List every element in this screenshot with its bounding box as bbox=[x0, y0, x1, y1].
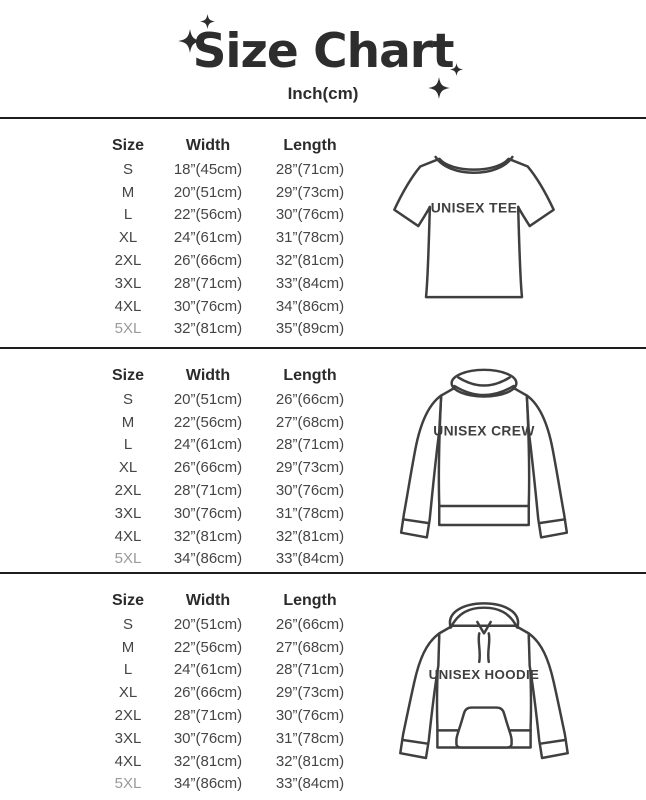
size-cell: L bbox=[123, 436, 133, 454]
size-row bbox=[98, 773, 362, 796]
hoodie-label: UNISEX HOODIE bbox=[428, 667, 540, 683]
size-cell: L bbox=[123, 206, 133, 224]
table-header-row bbox=[98, 133, 362, 158]
length-column-header: Length bbox=[283, 591, 337, 609]
size-cell: XL bbox=[118, 684, 138, 702]
length-cell: 29”(73cm) bbox=[275, 459, 345, 477]
size-row bbox=[98, 704, 362, 727]
length-cell: 27”(68cm) bbox=[275, 638, 345, 656]
size-row bbox=[98, 525, 362, 548]
width-cell: 30”(76cm) bbox=[173, 504, 243, 522]
width-cell: 32”(81cm) bbox=[173, 752, 243, 770]
size-row bbox=[98, 727, 362, 750]
width-cell: 30”(76cm) bbox=[173, 297, 243, 315]
length-cell: 35”(89cm) bbox=[275, 320, 345, 338]
page-header bbox=[0, 0, 646, 117]
size-row bbox=[98, 226, 362, 249]
size-row bbox=[98, 750, 362, 773]
length-cell: 26”(66cm) bbox=[275, 615, 345, 633]
width-cell: 30”(76cm) bbox=[173, 729, 243, 747]
size-cell: S bbox=[122, 160, 133, 178]
size-cell: XL bbox=[118, 459, 138, 477]
width-cell: 20”(51cm) bbox=[173, 390, 243, 408]
size-cell: L bbox=[123, 661, 133, 679]
size-column-header: Size bbox=[111, 366, 144, 384]
width-cell: 22”(56cm) bbox=[173, 413, 243, 431]
section-unisex-tee bbox=[0, 119, 646, 347]
size-row bbox=[98, 456, 362, 479]
length-cell: 31”(78cm) bbox=[275, 729, 345, 747]
size-row bbox=[98, 272, 362, 295]
tee-label: UNISEX TEE bbox=[430, 199, 518, 216]
size-row bbox=[98, 659, 362, 682]
size-column-header: Size bbox=[111, 136, 144, 154]
size-row bbox=[98, 295, 362, 318]
size-row bbox=[98, 479, 362, 502]
size-cell: 2XL bbox=[114, 482, 142, 500]
size-row bbox=[98, 411, 362, 434]
length-cell: 30”(76cm) bbox=[275, 707, 345, 725]
width-cell: 32”(81cm) bbox=[173, 527, 243, 545]
length-cell: 28”(71cm) bbox=[275, 436, 345, 454]
section-unisex-hoodie bbox=[0, 574, 646, 800]
size-cell: 2XL bbox=[114, 707, 142, 725]
length-cell: 34”(86cm) bbox=[275, 297, 345, 315]
size-table-tee bbox=[98, 133, 362, 340]
size-cell: 3XL bbox=[114, 274, 142, 292]
size-cell: 4XL bbox=[114, 297, 142, 315]
size-cell: 5XL bbox=[114, 775, 142, 793]
width-cell: 24”(61cm) bbox=[173, 436, 243, 454]
length-column-header: Length bbox=[283, 136, 337, 154]
size-row bbox=[98, 181, 362, 204]
width-cell: 28”(71cm) bbox=[173, 274, 243, 292]
length-cell: 26”(66cm) bbox=[275, 390, 345, 408]
width-cell: 26”(66cm) bbox=[173, 459, 243, 477]
size-cell: 4XL bbox=[114, 527, 142, 545]
hoodie-drawing bbox=[384, 582, 584, 777]
width-cell: 20”(51cm) bbox=[173, 183, 243, 201]
width-cell: 24”(61cm) bbox=[173, 661, 243, 679]
page-subtitle: Inch(cm) bbox=[287, 84, 359, 103]
width-cell: 34”(86cm) bbox=[173, 775, 243, 793]
size-row bbox=[98, 158, 362, 181]
size-row bbox=[98, 318, 362, 341]
length-cell: 32”(81cm) bbox=[275, 527, 345, 545]
size-row bbox=[98, 388, 362, 411]
length-cell: 29”(73cm) bbox=[275, 183, 345, 201]
size-cell: M bbox=[121, 638, 135, 656]
length-cell: 28”(71cm) bbox=[275, 661, 345, 679]
width-cell: 26”(66cm) bbox=[173, 252, 243, 270]
width-cell: 32”(81cm) bbox=[173, 320, 243, 338]
size-cell: 5XL bbox=[114, 550, 142, 568]
size-cell: 3XL bbox=[114, 729, 142, 747]
length-cell: 33”(84cm) bbox=[275, 775, 345, 793]
size-cell: 2XL bbox=[114, 252, 142, 270]
size-cell: 5XL bbox=[114, 320, 142, 338]
size-cell: M bbox=[121, 183, 135, 201]
size-row bbox=[98, 613, 362, 636]
size-cell: S bbox=[122, 390, 133, 408]
size-table-hoodie bbox=[98, 588, 362, 795]
length-cell: 29”(73cm) bbox=[275, 684, 345, 702]
size-row bbox=[98, 249, 362, 272]
size-table-crew bbox=[98, 363, 362, 570]
size-cell: M bbox=[121, 413, 135, 431]
size-cell: S bbox=[122, 615, 133, 633]
size-row bbox=[98, 548, 362, 571]
size-cell: XL bbox=[118, 229, 138, 247]
size-row bbox=[98, 434, 362, 457]
width-cell: 28”(71cm) bbox=[173, 482, 243, 500]
length-cell: 28”(71cm) bbox=[275, 160, 345, 178]
length-cell: 31”(78cm) bbox=[275, 504, 345, 522]
length-cell: 33”(84cm) bbox=[275, 274, 345, 292]
size-column-header: Size bbox=[111, 591, 144, 609]
size-cell: 3XL bbox=[114, 504, 142, 522]
length-cell: 32”(81cm) bbox=[275, 252, 345, 270]
length-column-header: Length bbox=[283, 366, 337, 384]
length-cell: 30”(76cm) bbox=[275, 482, 345, 500]
width-cell: 22”(56cm) bbox=[173, 638, 243, 656]
page-title: Size Chart bbox=[192, 24, 454, 79]
width-cell: 18”(45cm) bbox=[173, 160, 243, 178]
width-cell: 34”(86cm) bbox=[173, 550, 243, 568]
length-cell: 30”(76cm) bbox=[275, 206, 345, 224]
size-cell: 4XL bbox=[114, 752, 142, 770]
size-row bbox=[98, 204, 362, 227]
width-cell: 24”(61cm) bbox=[173, 229, 243, 247]
crew-drawing bbox=[384, 363, 584, 549]
size-row bbox=[98, 681, 362, 704]
width-column-header: Width bbox=[185, 366, 231, 384]
length-cell: 32”(81cm) bbox=[275, 752, 345, 770]
width-cell: 26”(66cm) bbox=[173, 684, 243, 702]
crew-label: UNISEX CREW bbox=[433, 423, 535, 439]
width-cell: 22”(56cm) bbox=[173, 206, 243, 224]
table-header-row bbox=[98, 363, 362, 388]
width-cell: 20”(51cm) bbox=[173, 615, 243, 633]
tee-drawing bbox=[378, 141, 570, 313]
section-unisex-crew bbox=[0, 349, 646, 572]
length-cell: 31”(78cm) bbox=[275, 229, 345, 247]
size-row bbox=[98, 636, 362, 659]
table-header-row bbox=[98, 588, 362, 613]
length-cell: 33”(84cm) bbox=[275, 550, 345, 568]
size-row bbox=[98, 502, 362, 525]
width-cell: 28”(71cm) bbox=[173, 707, 243, 725]
length-cell: 27”(68cm) bbox=[275, 413, 345, 431]
width-column-header: Width bbox=[185, 591, 231, 609]
width-column-header: Width bbox=[185, 136, 231, 154]
